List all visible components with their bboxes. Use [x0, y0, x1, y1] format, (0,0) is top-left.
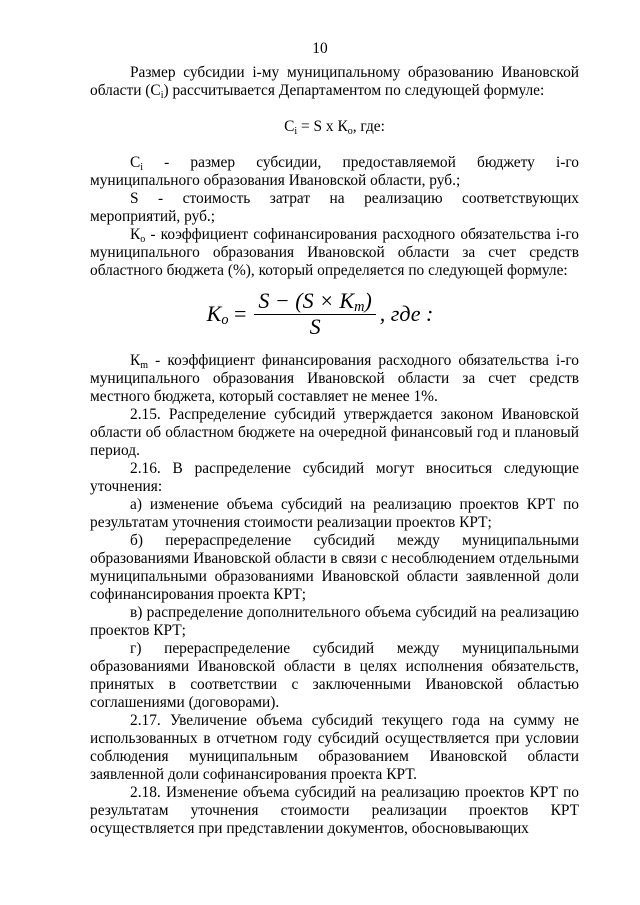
paragraph-2-16-b: б) перераспределение субсидий между муниципальными образованиями Ивановской области в связи с несоблюдением отдельными муниципальными образованиями Ивановской области заявленной доли софинансирования проекта КРТ; — [90, 532, 579, 603]
paragraph-subsidy-size: Размер субсидии i-му муниципальному образованию Ивановской области $(С_i)$ рассчитывается Департаментом по следующей формуле: — [90, 64, 579, 101]
page-number: 10 — [312, 40, 328, 57]
definition-km: $К_m$ - коэффициент финансирования расходного обязательства i-го муниципального образования Ивановской области за счет средств местного бюджета, который составляет не менее 1%. — [90, 352, 579, 405]
formula-ci: $С_i = S$ х $К_о$, где: — [284, 118, 385, 137]
paragraph-2-16: 2.16. В распределение субсидий могут вноситься следующие уточнения: — [90, 460, 579, 495]
paragraph-2-17: 2.17. Увеличение объема субсидий текущего года на сумму не использованных в отчетном году субсидий осуществляется при условии соблюдения муниципальным образованием Ивановской области заявленной доли софинансирования проекта КРТ. — [90, 712, 579, 783]
fraction: $\frac{S - (S \times K_m)}{S}$ — [254, 290, 375, 339]
definition-ko: $К_о$ - коэффициент софинансирования расходного обязательства i-го муниципального образования Ивановской области за счет средств областного бюджета (%), который определяется по следующей формуле: — [90, 226, 579, 279]
paragraph-2-15: 2.15. Распределение субсидий утверждается законом Ивановской области об областном бюджете на очередной финансовый год и плановый период. — [90, 406, 579, 459]
paragraph-2-18: 2.18. Изменение объема субсидий на реализацию проектов КРТ по результатам уточнения стоимости реализации проектов КРТ осуществляется при представлении документов, обосновывающих — [90, 784, 579, 837]
definition-ci: $С_i$ - размер субсидии, предоставляемой бюджету i-го муниципального образования Ивановской области, руб.; — [90, 154, 579, 189]
paragraph-2-16-d: г) перераспределение субсидий между муниципальными образованиями Ивановской области в целях исполнения обязательств, принятых в соответствии с заключенными Ивановской областью соглашениями (договорами). — [90, 640, 579, 711]
paragraph-2-16-a: а) изменение объема субсидий на реализацию проектов КРТ по результатам уточнения стоимости реализации проектов КРТ; — [90, 496, 579, 531]
definition-s: S - стоимость затрат на реализацию соответствующих мероприятий, руб.; — [90, 190, 579, 225]
paragraph-2-16-c: в) распределение дополнительного объема субсидий на реализацию проектов КРТ; — [90, 604, 579, 639]
formula-ko: $K_o$ = $\frac{S - (S \times K_m)}{S}$ , где : — [206, 287, 434, 339]
